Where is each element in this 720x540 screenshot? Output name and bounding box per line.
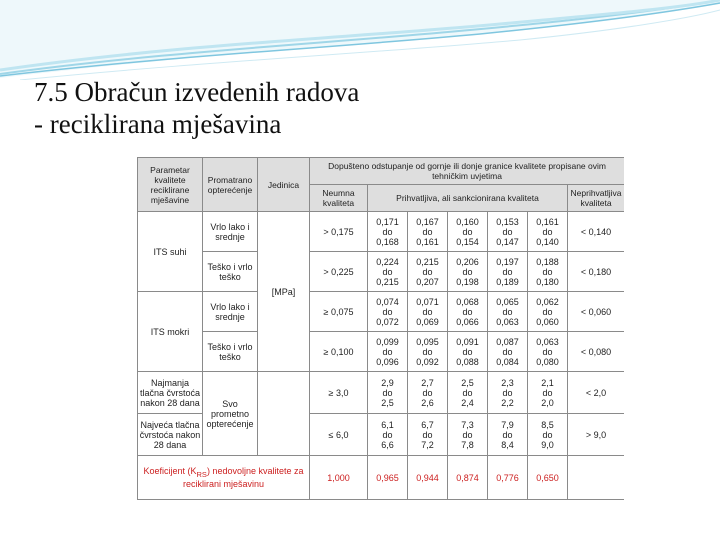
range-cell: 2,5 do 2,4 bbox=[448, 372, 488, 414]
range-cell: 6,1 do 6,6 bbox=[368, 414, 408, 456]
norm-value: ≥ 0,075 bbox=[310, 292, 368, 332]
slide-title bbox=[34, 76, 359, 140]
coefficient-value: 0,776 bbox=[488, 456, 528, 500]
range-cell: 0,071 do 0,069 bbox=[408, 292, 448, 332]
its-suhi-label: ITS suhi bbox=[138, 212, 203, 292]
range-cell: 7,9 do 8,4 bbox=[488, 414, 528, 456]
coefficient-value: 1,000 bbox=[310, 456, 368, 500]
unacceptable-value: < 2,0 bbox=[568, 372, 625, 414]
min-strength-label: Najmanja tlačna čvrstoća nakon 28 dana bbox=[138, 372, 203, 414]
range-cell: 0,091 do 0,088 bbox=[448, 332, 488, 372]
range-cell: 2,7 do 2,6 bbox=[408, 372, 448, 414]
range-cell: 0,063 do 0,080 bbox=[528, 332, 568, 372]
header-neumna: Neumna kvaliteta bbox=[310, 185, 368, 212]
header-parametar: Parametar kvalitete reciklirane mješavine bbox=[138, 158, 203, 212]
range-cell: 0,099 do 0,096 bbox=[368, 332, 408, 372]
title-line-2: - reciklirana mješavina bbox=[34, 109, 282, 139]
coefficient-value: 0,965 bbox=[368, 456, 408, 500]
quality-table bbox=[137, 157, 624, 500]
range-cell: 0,206 do 0,198 bbox=[448, 252, 488, 292]
coefficient-empty bbox=[568, 456, 625, 500]
unacceptable-value: < 0,180 bbox=[568, 252, 625, 292]
range-cell: 2,1 do 2,0 bbox=[528, 372, 568, 414]
decorative-waves bbox=[0, 0, 720, 80]
unit-mpa: [MPa] bbox=[258, 212, 310, 372]
range-cell: 0,074 do 0,072 bbox=[368, 292, 408, 332]
coefficient-value: 0,944 bbox=[408, 456, 448, 500]
range-cell: 0,087 do 0,084 bbox=[488, 332, 528, 372]
range-cell: 2,3 do 2,2 bbox=[488, 372, 528, 414]
max-strength-label: Najveća tlačna čvrstoća nakon 28 dana bbox=[138, 414, 203, 456]
header-prihvatljiva: Prihvatljiva, ali sankcionirana kvaliteta bbox=[368, 185, 568, 212]
range-cell: 0,171 do 0,168 bbox=[368, 212, 408, 252]
coefficient-value: 0,650 bbox=[528, 456, 568, 500]
load-heavy: Teško i vrlo teško bbox=[203, 252, 258, 292]
unacceptable-value: < 0,060 bbox=[568, 292, 625, 332]
norm-value: ≤ 6,0 bbox=[310, 414, 368, 456]
coefficient-value: 0,874 bbox=[448, 456, 488, 500]
title-line-1: 7.5 Obračun izvedenih radova bbox=[34, 77, 360, 107]
range-cell: 7,3 do 7,8 bbox=[448, 414, 488, 456]
range-cell: 0,161 do 0,140 bbox=[528, 212, 568, 252]
range-cell: 0,153 do 0,147 bbox=[488, 212, 528, 252]
norm-value: ≥ 3,0 bbox=[310, 372, 368, 414]
range-cell: 0,215 do 0,207 bbox=[408, 252, 448, 292]
range-cell: 0,065 do 0,063 bbox=[488, 292, 528, 332]
range-cell: 0,062 do 0,060 bbox=[528, 292, 568, 332]
norm-value: > 0,175 bbox=[310, 212, 368, 252]
range-cell: 0,188 do 0,180 bbox=[528, 252, 568, 292]
quality-table-image bbox=[137, 157, 624, 508]
unacceptable-value: < 0,140 bbox=[568, 212, 625, 252]
header-neprihvatljiva: Neprihvatljiva kvaliteta bbox=[568, 185, 625, 212]
range-cell: 6,7 do 7,2 bbox=[408, 414, 448, 456]
its-mokri-label: ITS mokri bbox=[138, 292, 203, 372]
norm-value: > 0,225 bbox=[310, 252, 368, 292]
range-cell: 0,197 do 0,189 bbox=[488, 252, 528, 292]
range-cell: 0,167 do 0,161 bbox=[408, 212, 448, 252]
load-light: Vrlo lako i srednje bbox=[203, 292, 258, 332]
unacceptable-value: < 0,080 bbox=[568, 332, 625, 372]
unacceptable-value: > 9,0 bbox=[568, 414, 625, 456]
range-cell: 0,224 do 0,215 bbox=[368, 252, 408, 292]
range-cell: 8,5 do 9,0 bbox=[528, 414, 568, 456]
header-jedinica: Jedinica bbox=[258, 158, 310, 212]
load-all: Svo prometno opterećenje bbox=[203, 372, 258, 456]
range-cell: 2,9 do 2,5 bbox=[368, 372, 408, 414]
range-cell: 0,095 do 0,092 bbox=[408, 332, 448, 372]
load-light: Vrlo lako i srednje bbox=[203, 212, 258, 252]
coefficient-label: Koeficijent $(K_{RS})$ nedovoljne kvalitete za reciklirani mješavinu bbox=[138, 456, 310, 500]
range-cell: 0,160 do 0,154 bbox=[448, 212, 488, 252]
norm-value: ≥ 0,100 bbox=[310, 332, 368, 372]
load-heavy: Teško i vrlo teško bbox=[203, 332, 258, 372]
header-promatrano: Promatrano opterećenje bbox=[203, 158, 258, 212]
header-group: Dopušteno odstupanje od gornje ili donje granice kvalitete propisane ovim tehničkim uvjetima bbox=[310, 158, 625, 185]
range-cell: 0,068 do 0,066 bbox=[448, 292, 488, 332]
unit-blank bbox=[258, 372, 310, 456]
